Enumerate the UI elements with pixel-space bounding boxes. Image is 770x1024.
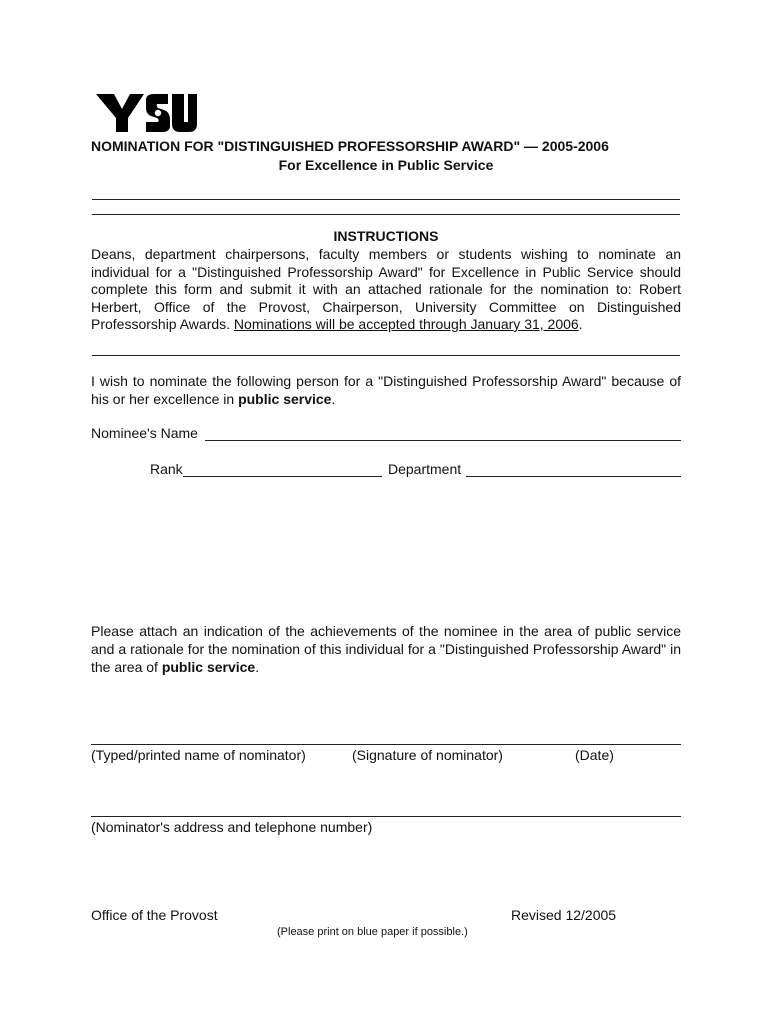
instructions-body xyxy=(91,246,681,334)
deadline-text: Nominations will be accepted through January 31, 2006 xyxy=(233,316,579,332)
form-title: NOMINATION FOR "DISTINGUISHED PROFESSORSHIP AWARD" — 2005-2006 xyxy=(91,138,609,154)
attachment-instructions xyxy=(91,622,681,676)
nominator-address-label: (Nominator's address and telephone number) xyxy=(91,819,373,835)
nominator-address-line[interactable] xyxy=(91,816,681,817)
nominator-signature-label: (Signature of nominator) xyxy=(352,747,503,763)
header-divider-2 xyxy=(92,214,680,215)
date-label: (Date) xyxy=(575,747,614,763)
instructions-end: . xyxy=(578,316,583,332)
attachment-text: Please attach an indication of the achievements of the nominee in the area of public service and a rationale for the nomination of this individual for a "Distinguished Professorship Award" in the area of xyxy=(91,623,681,675)
attachment-end: . xyxy=(255,659,260,675)
instructions-text: Deans, department chairpersons, faculty members or students wishing to nominate an individual for a "Distinguished Professorship Award" for Excellence in Public Service should complete this form and submit it with an attached rationale for the nomination to: Robert Herbert, Office of the Provost, Chairperson, University Committee on Distinguished Professorship Awards. xyxy=(91,246,681,332)
revised-label: Revised 12/2005 xyxy=(511,907,617,923)
department-field[interactable] xyxy=(466,476,681,477)
nominee-name-field[interactable] xyxy=(205,440,681,441)
rank-field[interactable] xyxy=(183,476,382,477)
attachment-bold: public service xyxy=(161,659,256,675)
form-subtitle: For Excellence in Public Service xyxy=(278,157,494,173)
header-divider-1 xyxy=(92,199,680,200)
nominator-name-label: (Typed/printed name of nominator) xyxy=(91,747,306,763)
instructions-divider xyxy=(92,355,680,356)
office-label: Office of the Provost xyxy=(91,907,218,923)
nomination-intro-bold: public service xyxy=(238,391,332,407)
nomination-intro-text: I wish to nominate the following person for a "Distinguished Professorship Award" because of his or her excellence in xyxy=(91,373,681,407)
department-label: Department xyxy=(388,461,462,477)
nominee-name-label: Nominee's Name xyxy=(91,425,198,441)
nomination-intro xyxy=(91,372,681,408)
nomination-intro-end: . xyxy=(331,391,336,407)
nominator-signature-line[interactable] xyxy=(91,744,681,745)
print-note: (Please print on blue paper if possible.) xyxy=(277,926,468,938)
rank-label: Rank xyxy=(150,461,183,477)
ysu-logo xyxy=(94,92,198,134)
instructions-heading: INSTRUCTIONS xyxy=(333,228,439,244)
